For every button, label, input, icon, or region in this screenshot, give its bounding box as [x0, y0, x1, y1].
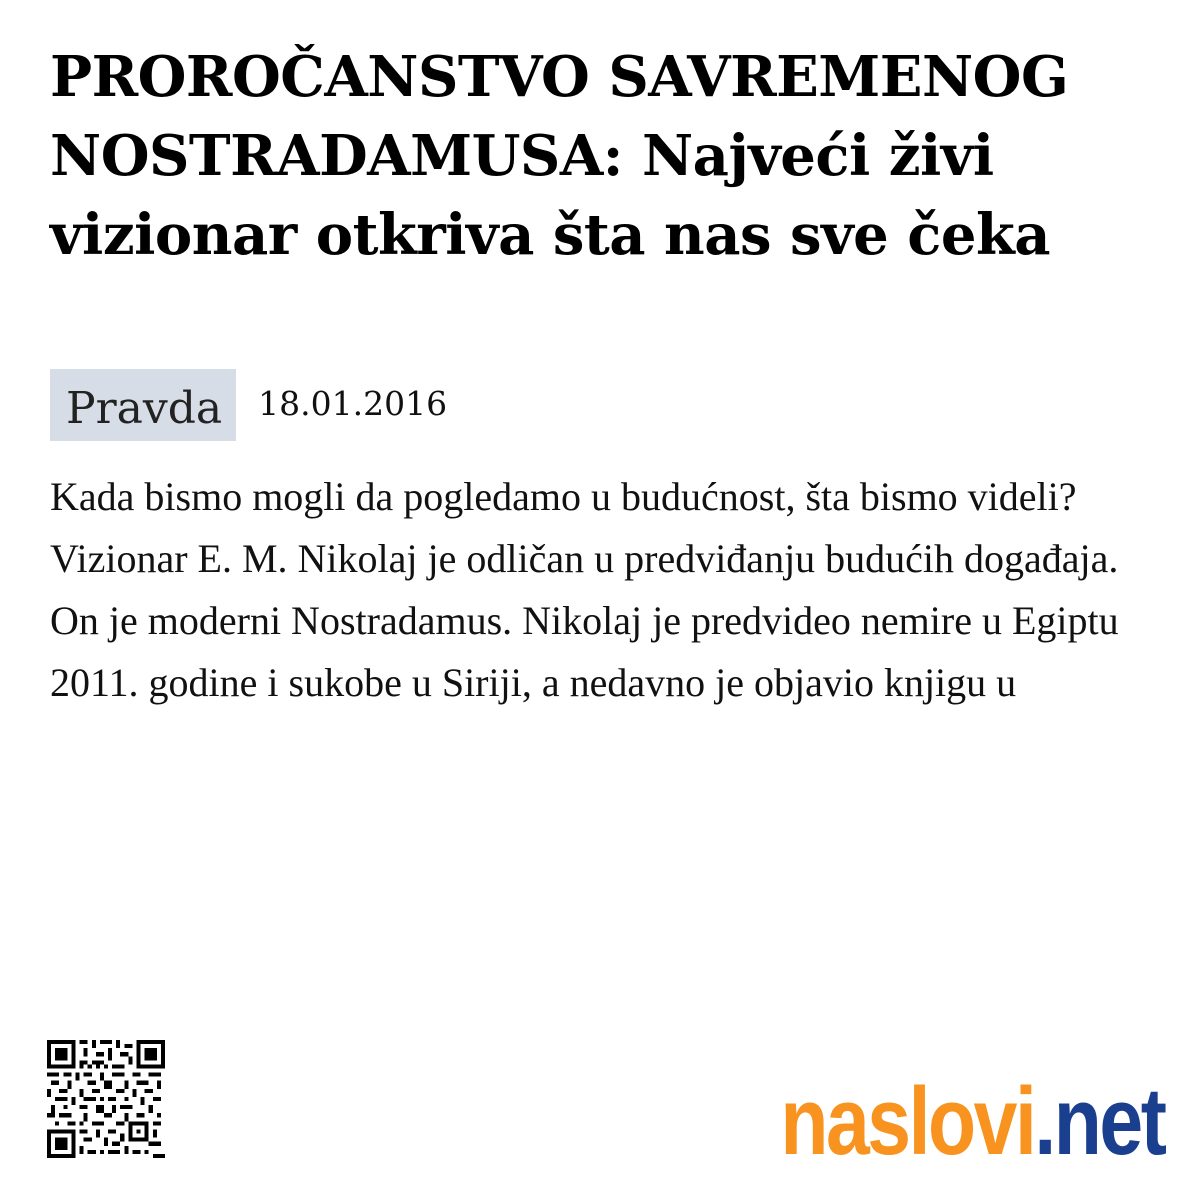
article-headline: PROROČANSTVO SAVREMENOG NOSTRADAMUSA: Najveći živi vizionar otkriva šta nas sve čeka	[50, 44, 1069, 268]
logo-text-net: .net	[1033, 1068, 1164, 1175]
source-badge[interactable]: Pravda	[50, 369, 236, 441]
naslovi-net-logo[interactable]	[779, 1058, 1164, 1175]
publish-date: 18.01.2016	[258, 384, 448, 423]
logo-text-naslovi: naslovi	[779, 1068, 1034, 1175]
article-meta	[50, 369, 447, 441]
article-summary: Kada bismo mogli da pogledamo u budućnost, šta bismo videli? Vizionar E. M. Nikolaj je odličan u predviđanju budućih događaja. On je moderni Nostradamus. Nikolaj je predvideo nemire u Egiptu 2011. godine i sukobe u Siriji, a nedavno je objavio knjigu u	[50, 474, 1119, 705]
qr-code-icon	[47, 1040, 165, 1158]
